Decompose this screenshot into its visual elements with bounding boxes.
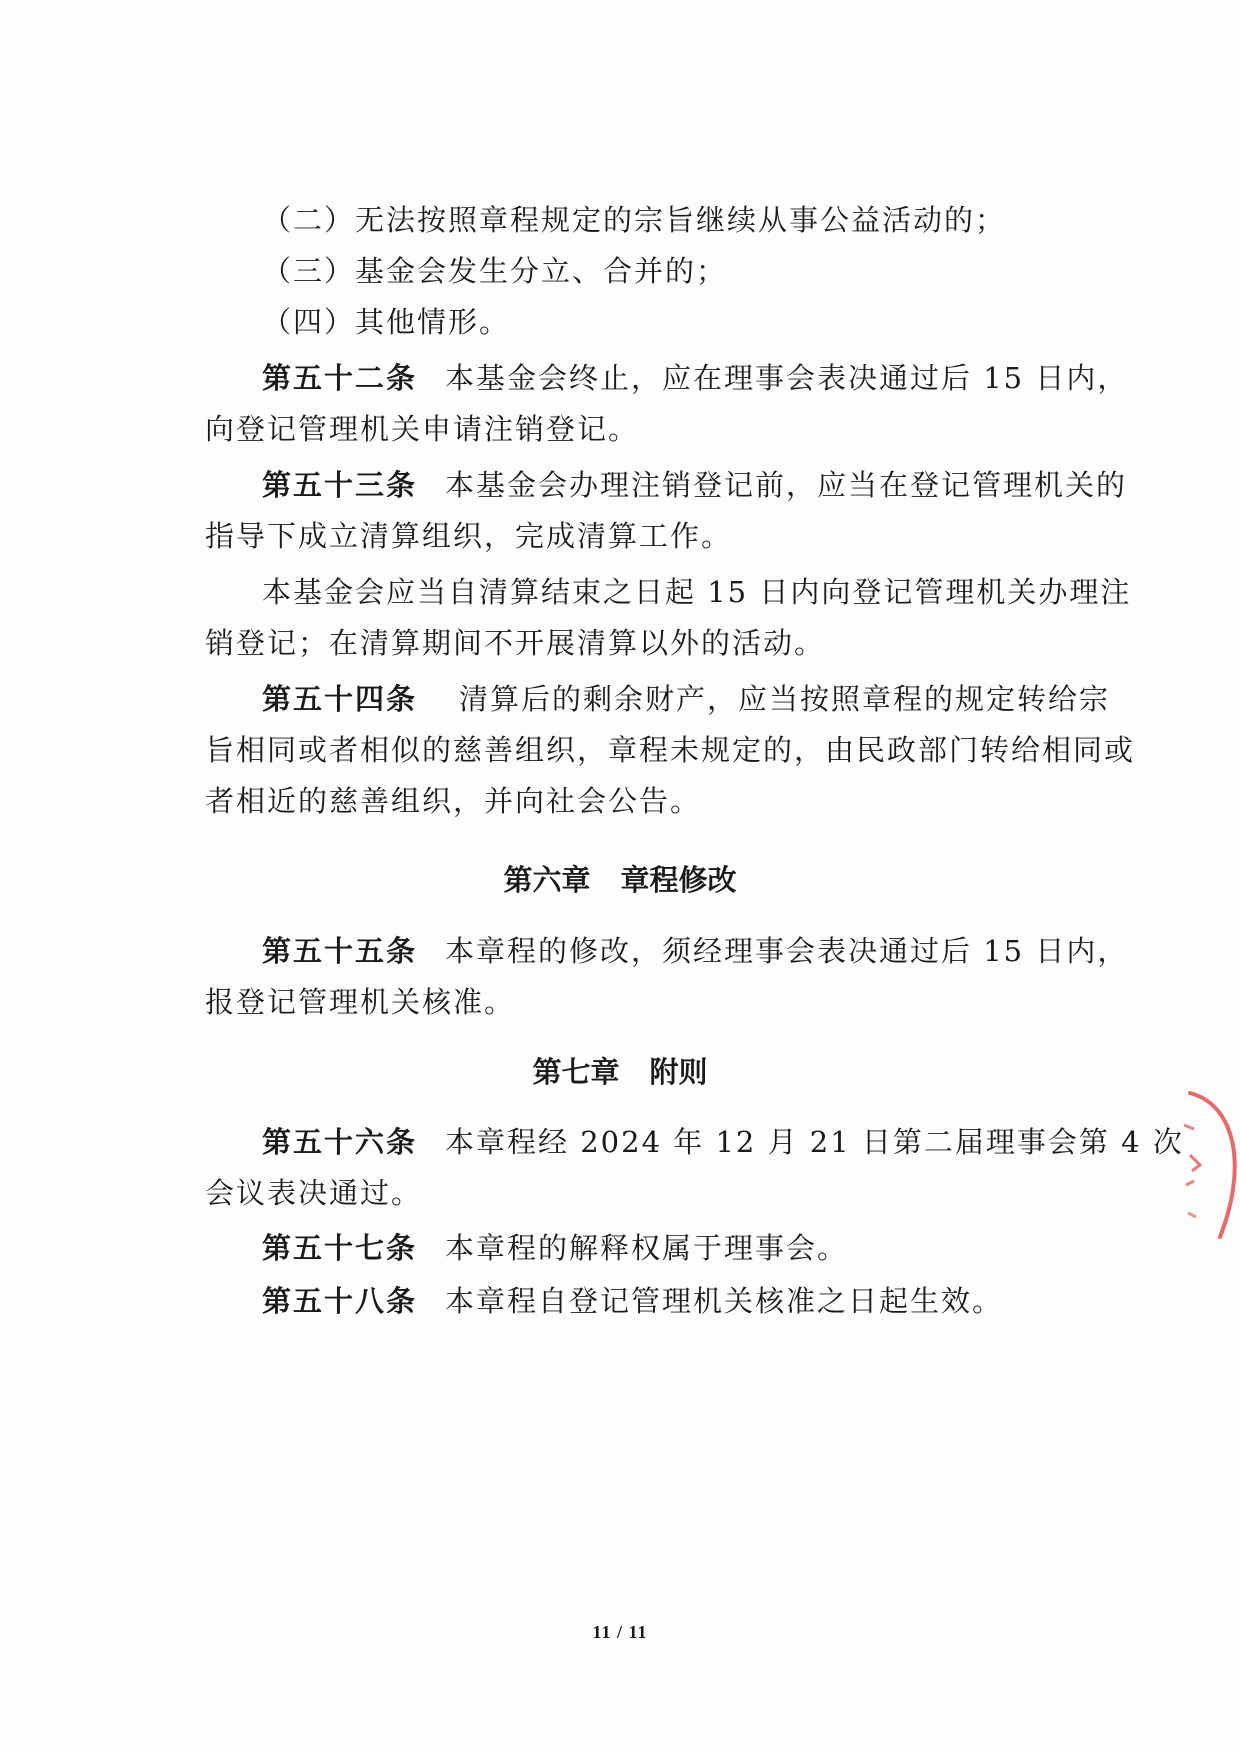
article-55-label: 第五十五条 (262, 934, 418, 968)
item-2: （二）无法按照章程规定的宗旨继续从事公益活动的； (262, 203, 1007, 237)
article-53-line-1 (262, 459, 1128, 511)
chapter-6-title: 章程修改 (620, 863, 737, 897)
article-57-line-1 (262, 1222, 1037, 1274)
article-56-line-1 (262, 1116, 1184, 1168)
article-56-line-2: 会议表决通过。 (205, 1176, 423, 1210)
article-53-line-2: 指导下成立清算组织，完成清算工作。 (205, 519, 733, 553)
chapter-7-title: 附则 (649, 1055, 708, 1089)
article-52-text-1: 本基金会终止，应在理事会表决通过后 15 日内， (445, 361, 1129, 395)
seal-stamp-icon (1180, 1085, 1240, 1245)
article-54-line-3: 者相近的慈善组织，并向社会公告。 (205, 784, 702, 818)
article-52-line-2: 向登记管理机关申请注销登记。 (205, 412, 640, 446)
article-53-label: 第五十三条 (262, 468, 418, 502)
article-54-text-1: 清算后的剩余财产，应当按照章程的规定转给宗 (459, 682, 1111, 716)
chapter-7-number: 第七章 (532, 1055, 620, 1089)
article-58-label: 第五十八条 (262, 1284, 418, 1318)
article-58-text-1: 本章程自登记管理机关核准之日起生效。 (445, 1284, 1004, 1318)
article-53b-line-2: 销登记；在清算期间不开展清算以外的活动。 (205, 626, 826, 660)
article-52-label: 第五十二条 (262, 361, 418, 395)
article-54-label: 第五十四条 (262, 682, 418, 716)
article-54-line-2: 旨相同或者相似的慈善组织，章程未规定的，由民政部门转给相同或 (205, 733, 1136, 767)
item-3: （三）基金会发生分立、合并的； (262, 254, 728, 288)
article-56-label: 第五十六条 (262, 1125, 418, 1159)
article-52-line-1 (262, 352, 1129, 404)
article-58-line-1 (262, 1275, 1037, 1327)
chapter-7-heading (205, 1046, 1035, 1098)
chapter-6-heading (205, 854, 1035, 906)
page-number: 11 / 11 (592, 1622, 648, 1642)
article-55-text-1: 本章程的修改，须经理事会表决通过后 15 日内， (445, 934, 1129, 968)
article-53-text-1: 本基金会办理注销登记前，应当在登记管理机关的 (445, 468, 1128, 502)
article-57-text-1: 本章程的解释权属于理事会。 (445, 1231, 849, 1265)
article-57-label: 第五十七条 (262, 1231, 418, 1265)
article-56-text-1: 本章程经 2024 年 12 月 21 日第二届理事会第 4 次 (445, 1125, 1184, 1159)
article-55-line-1 (262, 925, 1129, 977)
article-55-line-2: 报登记管理机关核准。 (205, 985, 516, 1019)
article-54-line-1 (262, 673, 1111, 725)
article-53b-line-1: 本基金会应当自清算结束之日起 15 日内向登记管理机关办理注 (262, 575, 1132, 609)
chapter-6-number: 第六章 (503, 863, 591, 897)
item-4: （四）其他情形。 (262, 305, 511, 339)
